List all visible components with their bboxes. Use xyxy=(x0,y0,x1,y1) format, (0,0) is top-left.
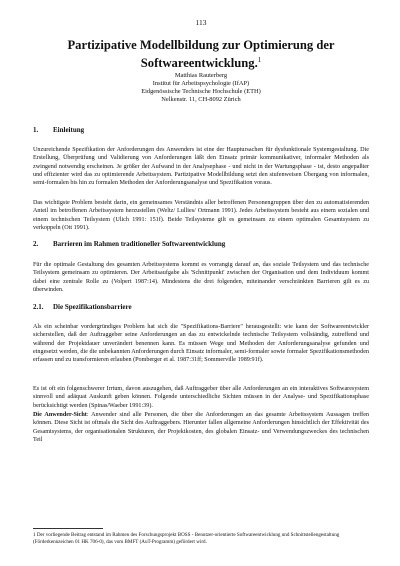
paragraph-body: : Anwender sind alle Personen, die über die Anforderungen an das gesamte Arbeitssystem Aussagen treffen können. Diese Sicht ist oftmals die Sicht des Auftraggebers. Hierunter fallen allgemeine Anforderungen hinsichtlich der Effektivität des Gesamtsystems, der organisationalen Strukturen, der Projektkosten, des globalen Einsatz- und Verwendungszweckes des technischen Teil xyxy=(33,412,369,443)
section-title: Barrieren im Rahmen traditioneller Softwareentwicklung xyxy=(53,240,226,248)
section-title: Einleitung xyxy=(53,126,85,134)
author-university: Eidgenössische Technische Hochschule (ETH) xyxy=(141,88,261,95)
author-block xyxy=(33,72,369,104)
paragraph-1: Unzureichende Spezifikation der Anforderungen des Anwenders ist eine der Hauptursachen für dysfunktionale Systemgestaltung. Die Erstellung, Überprüfung und Validierung von Anforderungen läßt den Einsatz primär kommunikativer, informaler Methoden als zwingend notwendig erscheinen. Je größer der Aufwand in der Analysephase - und nicht in der Wartungsphase - ist, desto angepaßter und effizienter wird das zu optimierende Arbeitssystem. Partizipative Modellbildung setzt den stufenweisen Übergang von informalen, semi-formalen bis hin zu formalen Methoden der Anforderungsanalyse und Spezifikation voraus. xyxy=(33,147,369,187)
author-name: Matthias Rauterberg xyxy=(174,72,228,79)
section-title: Die Spezifikationsbarriere xyxy=(53,303,132,311)
page-number: 113 xyxy=(195,18,207,27)
section-heading-2-1 xyxy=(33,303,132,311)
title-line-2-text: Softwareentwicklung. xyxy=(140,56,258,70)
title-line-1: Partizipative Modellbildung zur Optimierung der xyxy=(67,38,335,52)
paragraph-2: Das wichtigste Problem besteht darin, ein gemeinsames Verständnis aller betroffenen Personengruppen über den zu automatisierenden Anteil im betroffenen Arbeitssystem herzustellen (Weltz/ Lullies/ Ortmann 1991). Jedes Arbeitssystem besteht aus einem sozialen und einem technischen Teilsystem (Ulich 1991: 151f). Beide Teilsysteme gilt es gemeinsam zu einem optimalen Gesamtsystem zu verkoppeln (Ott 1991). xyxy=(33,200,369,231)
title-line-2 xyxy=(33,53,369,71)
author-address: Nelkenstr. 11, CH-8092 Zürich xyxy=(161,96,241,103)
paragraph-4: Als ein scheinbar vordergründiges Problem hat sich die "Spezifikations-Barriere" herausgestellt: wie kann der Softwareentwickler sicherstellen, daß der Auftraggeber seine Anforderungen an das zu entwickelnde technische Teilsystem vollständig, zutreffend und während der Projektdauer unverändert benennen kann. Es müssen Wege und Methoden der Anforderungsanalyse gefunden und eingesetzt werden, die die unbekannten Anforderungen durch Einsatz informaler, semi-formaler sowie formaler Spezifikationsmethoden erfassen und zu transformieren erlauben (Pomberger et al. 1987:31ff; Sommerville 1989:91f). xyxy=(33,324,369,364)
author-institute: Institut für Arbeitspsychologie (IfAP) xyxy=(152,80,250,87)
paragraph-6 xyxy=(33,411,369,444)
footnote: 1 Der vorliegende Beitrag entstand im Rahmen des Forschungsprojekt BOSS - Benutzer-orientierte Softwareentwicklung und Schnittstellengestaltung (Förderkennzeichen 01 HK 706-0), das vom BMFT (AuT-Programm) gefördert wird. xyxy=(33,532,340,545)
paragraph-lead: Die Anwender-Sicht xyxy=(33,412,87,418)
section-heading-1 xyxy=(33,126,84,134)
footnote-divider xyxy=(33,528,103,529)
section-number: 1. xyxy=(33,126,39,134)
paper-title xyxy=(33,38,369,71)
section-heading-2 xyxy=(33,240,225,248)
section-number: 2.1. xyxy=(33,303,44,311)
paragraph-5: Es ist oft ein folgenschwerer Irrtum, davon auszugehen, daß Auftraggeber über alle Anforderungen an ein interaktives Softwaresystem sinnvoll und adäquat Auskunft geben können. Folgende unterschiedliche Sichten müssen in der Analyse- und Spezifikationsphase berücksichtigt werden (Spinas/Waeber 1991:39). xyxy=(33,386,369,409)
title-footnote-mark: 1 xyxy=(257,56,262,64)
paragraph-3: Für die optimale Gestaltung des gesamten Arbeitssystems kommt es vorrangig darauf an, das soziale Teilsystem und das technische Teilsystem gemeinsam zu optimieren. Der Arbeitsaufgabe als 'Schnittpunkt' zwischen der Organisation und dem Individuum kommt dabei eine zentrale Rolle zu (Volpert 1987:14). Mindestens die drei folgenden, miteinander verschränkten Barrieren gilt es zu überwinden. xyxy=(33,262,369,293)
section-number: 2. xyxy=(33,240,39,248)
